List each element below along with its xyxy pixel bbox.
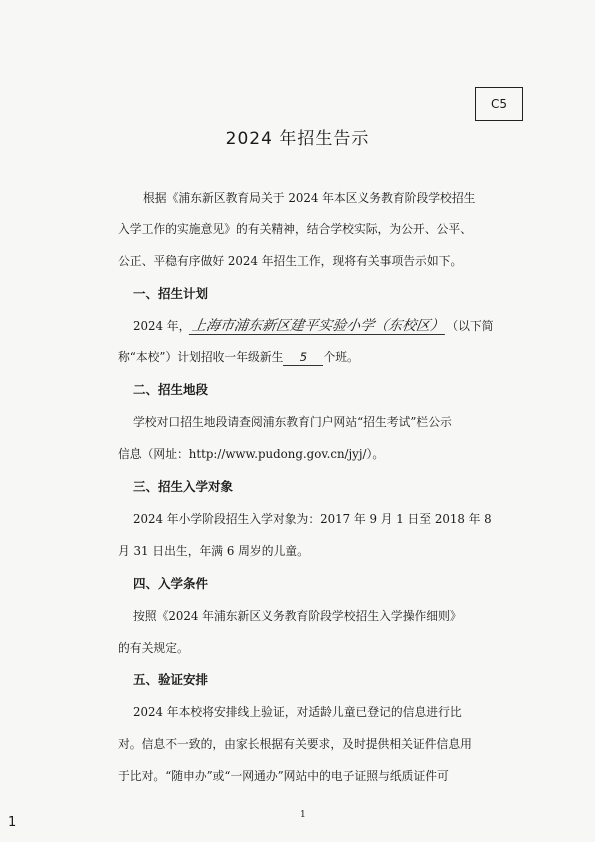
section-1-line-2 (118, 349, 359, 366)
page-number: 1 (300, 810, 306, 820)
section-2-heading: 二、招生地段 (133, 382, 209, 397)
section-4-heading: 四、入学条件 (133, 576, 209, 591)
section-1-heading: 一、招生计划 (133, 286, 209, 301)
intro-line-2: 入学工作的实施意见》的有关精神，结合学校实际，为公开、公平、 (118, 222, 472, 236)
section-1-year-text: 2024 年， (133, 319, 191, 333)
section-5-heading: 五、验证安排 (133, 672, 209, 687)
school-name-handwritten: 上海市浦东新区建平实验小学（东校区） (189, 318, 447, 335)
section-3-line-1: 2024 年小学阶段招生入学对象为：2017 年 9 月 1 日至 2018 年 8 (133, 512, 492, 526)
corner-number: 1 (8, 815, 17, 830)
section-3-line-2: 月 31 日出生，年满 6 周岁的儿童。 (118, 544, 309, 558)
section-2-line-1: 学校对口招生地段请查阅浦东教育门户网站“招生考试”栏公示 (133, 415, 452, 429)
section-4-line-1: 按照《2024 年浦东新区义务教育阶段学校招生入学操作细则》 (133, 609, 462, 623)
section-4-line-2: 的有关规定。 (118, 641, 189, 655)
section-1-suffix-text: （以下简 (446, 319, 494, 333)
section-3-heading: 三、招生入学对象 (133, 479, 234, 494)
section-1-plan-text: 称“本校”）计划招收一年级新生 (118, 350, 284, 364)
document-title: 2024 年招生告示 (225, 129, 370, 149)
section-1-class-suffix: 个班。 (323, 350, 359, 364)
intro-line-3: 公正、平稳有序做好 2024 年招生工作，现将有关事项告示如下。 (118, 254, 463, 268)
section-5-line-3: 于比对。“随申办”或“一网通办”网站中的电子证照与纸质证件可 (118, 769, 449, 783)
intro-line-1: 根据《浦东新区教育局关于 2024 年本区义务教育阶段学校招生 (143, 191, 476, 205)
section-2-line-2: 信息（网址：http://www.pudong.gov.cn/jyj/）。 (118, 447, 385, 461)
document-code-box: C5 (475, 87, 523, 121)
section-1-line-1 (133, 318, 494, 335)
class-count-handwritten: 5 (283, 349, 323, 366)
section-5-line-1: 2024 年本校将安排线上验证，对适龄儿童已登记的信息进行比 (133, 705, 462, 719)
section-5-line-2: 对。信息不一致的，由家长根据有关要求，及时提供相关证件信息用 (118, 737, 472, 751)
